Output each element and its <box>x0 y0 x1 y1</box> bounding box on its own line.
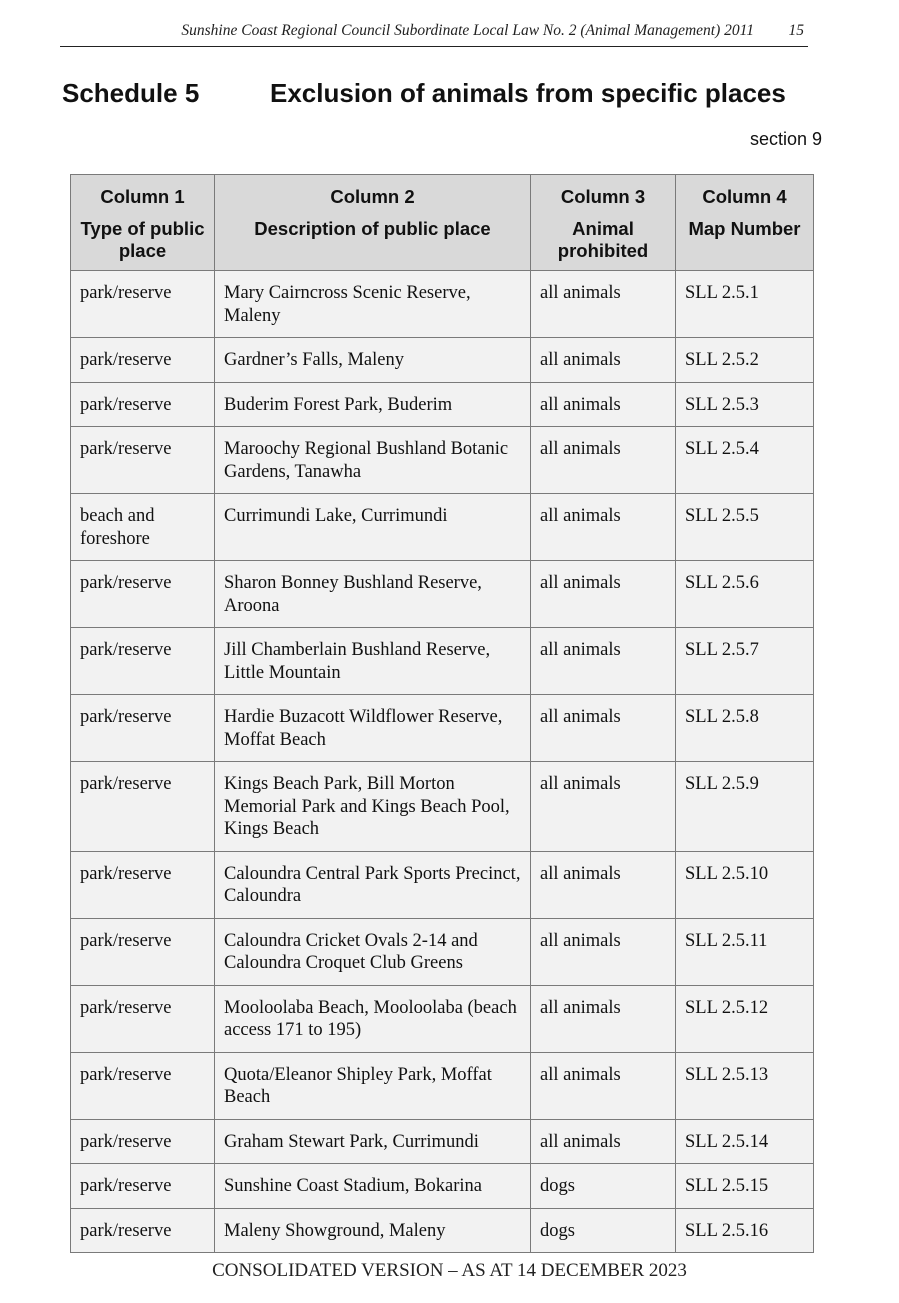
running-head <box>60 20 808 47</box>
cell-map: SLL 2.5.11 <box>676 918 814 985</box>
cell-animal: all animals <box>531 427 676 494</box>
cell-map: SLL 2.5.14 <box>676 1119 814 1164</box>
table-row <box>71 494 814 561</box>
table-row <box>71 1164 814 1209</box>
cell-type: park/reserve <box>71 427 215 494</box>
cell-place: Sharon Bonney Bushland Reserve, Aroona <box>215 561 531 628</box>
cell-place: Graham Stewart Park, Currimundi <box>215 1119 531 1164</box>
cell-place: Caloundra Central Park Sports Precinct, Caloundra <box>215 851 531 918</box>
cell-animal: all animals <box>531 628 676 695</box>
column-header-4 <box>676 175 814 271</box>
column-label: Column 4 <box>702 186 787 207</box>
cell-animal: all animals <box>531 985 676 1052</box>
cell-animal: all animals <box>531 494 676 561</box>
column-header-3 <box>531 175 676 271</box>
cell-type: park/reserve <box>71 1208 215 1253</box>
table-row <box>71 918 814 985</box>
cell-place: Maroochy Regional Bushland Botanic Gardens, Tanawha <box>215 427 531 494</box>
cell-type: park/reserve <box>71 1052 215 1119</box>
table-row <box>71 1208 814 1253</box>
cell-type: park/reserve <box>71 338 215 383</box>
cell-place: Mooloolaba Beach, Mooloolaba (beach access 171 to 195) <box>215 985 531 1052</box>
cell-map: SLL 2.5.15 <box>676 1164 814 1209</box>
schedule-title: Exclusion of animals from specific places <box>270 78 786 108</box>
cell-map: SLL 2.5.13 <box>676 1052 814 1119</box>
cell-animal: all animals <box>531 338 676 383</box>
column-description: Animal prohibited <box>557 218 649 261</box>
cell-type: park/reserve <box>71 628 215 695</box>
column-description: Description of public place <box>254 218 491 239</box>
cell-animal: all animals <box>531 1052 676 1119</box>
cell-type: park/reserve <box>71 851 215 918</box>
cell-place: Kings Beach Park, Bill Morton Memorial Park and Kings Beach Pool, Kings Beach <box>215 762 531 852</box>
table-row <box>71 561 814 628</box>
cell-place: Quota/Eleanor Shipley Park, Moffat Beach <box>215 1052 531 1119</box>
cell-type: park/reserve <box>71 985 215 1052</box>
cell-map: SLL 2.5.12 <box>676 985 814 1052</box>
cell-type: park/reserve <box>71 382 215 427</box>
cell-map: SLL 2.5.4 <box>676 427 814 494</box>
cell-place: Sunshine Coast Stadium, Bokarina <box>215 1164 531 1209</box>
cell-animal: all animals <box>531 851 676 918</box>
cell-place: Gardner’s Falls, Maleny <box>215 338 531 383</box>
table-row <box>71 851 814 918</box>
section-reference: section 9 <box>749 129 822 149</box>
cell-map: SLL 2.5.2 <box>676 338 814 383</box>
cell-type: park/reserve <box>71 561 215 628</box>
column-label: Column 1 <box>100 186 185 207</box>
cell-map: SLL 2.5.5 <box>676 494 814 561</box>
cell-map: SLL 2.5.1 <box>676 271 814 338</box>
cell-map: SLL 2.5.7 <box>676 628 814 695</box>
cell-animal: dogs <box>531 1208 676 1253</box>
cell-place: Currimundi Lake, Currimundi <box>215 494 531 561</box>
table-row <box>71 271 814 338</box>
schedule-number: Schedule 5 <box>62 78 200 108</box>
column-label: Column 3 <box>560 186 646 207</box>
table-header-row <box>71 175 814 271</box>
cell-animal: all animals <box>531 561 676 628</box>
cell-animal: all animals <box>531 382 676 427</box>
cell-animal: all animals <box>531 1119 676 1164</box>
table-row <box>71 382 814 427</box>
cell-type: park/reserve <box>71 1119 215 1164</box>
exclusion-table <box>70 174 814 1253</box>
table-row <box>71 695 814 762</box>
cell-type: park/reserve <box>71 271 215 338</box>
table-row <box>71 338 814 383</box>
cell-place: Buderim Forest Park, Buderim <box>215 382 531 427</box>
table-row <box>71 1119 814 1164</box>
cell-type: beach and foreshore <box>71 494 215 561</box>
cell-animal: all animals <box>531 762 676 852</box>
cell-animal: all animals <box>531 271 676 338</box>
cell-place: Hardie Buzacott Wildflower Reserve, Moffat Beach <box>215 695 531 762</box>
table-row <box>71 628 814 695</box>
column-description: Type of public place <box>80 218 205 261</box>
column-label: Column 2 <box>330 186 415 207</box>
cell-animal: all animals <box>531 695 676 762</box>
cell-type: park/reserve <box>71 1164 215 1209</box>
table-row <box>71 762 814 852</box>
table-row <box>71 985 814 1052</box>
cell-place: Caloundra Cricket Ovals 2-14 and Caloundra Croquet Club Greens <box>215 918 531 985</box>
cell-type: park/reserve <box>71 918 215 985</box>
consolidation-footer: CONSOLIDATED VERSION – AS AT 14 DECEMBER 2023 <box>212 1260 687 1281</box>
cell-map: SLL 2.5.16 <box>676 1208 814 1253</box>
cell-place: Mary Cairncross Scenic Reserve, Maleny <box>215 271 531 338</box>
table-row <box>71 427 814 494</box>
cell-map: SLL 2.5.3 <box>676 382 814 427</box>
cell-map: SLL 2.5.6 <box>676 561 814 628</box>
cell-animal: dogs <box>531 1164 676 1209</box>
table-row <box>71 1052 814 1119</box>
column-description: Map Number <box>688 218 801 239</box>
cell-map: SLL 2.5.8 <box>676 695 814 762</box>
column-header-1 <box>71 175 215 271</box>
cell-type: park/reserve <box>71 762 215 852</box>
cell-map: SLL 2.5.9 <box>676 762 814 852</box>
cell-animal: all animals <box>531 918 676 985</box>
running-head-title: Sunshine Coast Regional Council Subordinate Local Law No. 2 (Animal Management) 2011 <box>181 22 754 39</box>
cell-place: Maleny Showground, Maleny <box>215 1208 531 1253</box>
cell-map: SLL 2.5.10 <box>676 851 814 918</box>
cell-type: park/reserve <box>71 695 215 762</box>
cell-place: Jill Chamberlain Bushland Reserve, Little Mountain <box>215 628 531 695</box>
column-header-2 <box>215 175 531 271</box>
page-number: 15 <box>788 22 804 39</box>
